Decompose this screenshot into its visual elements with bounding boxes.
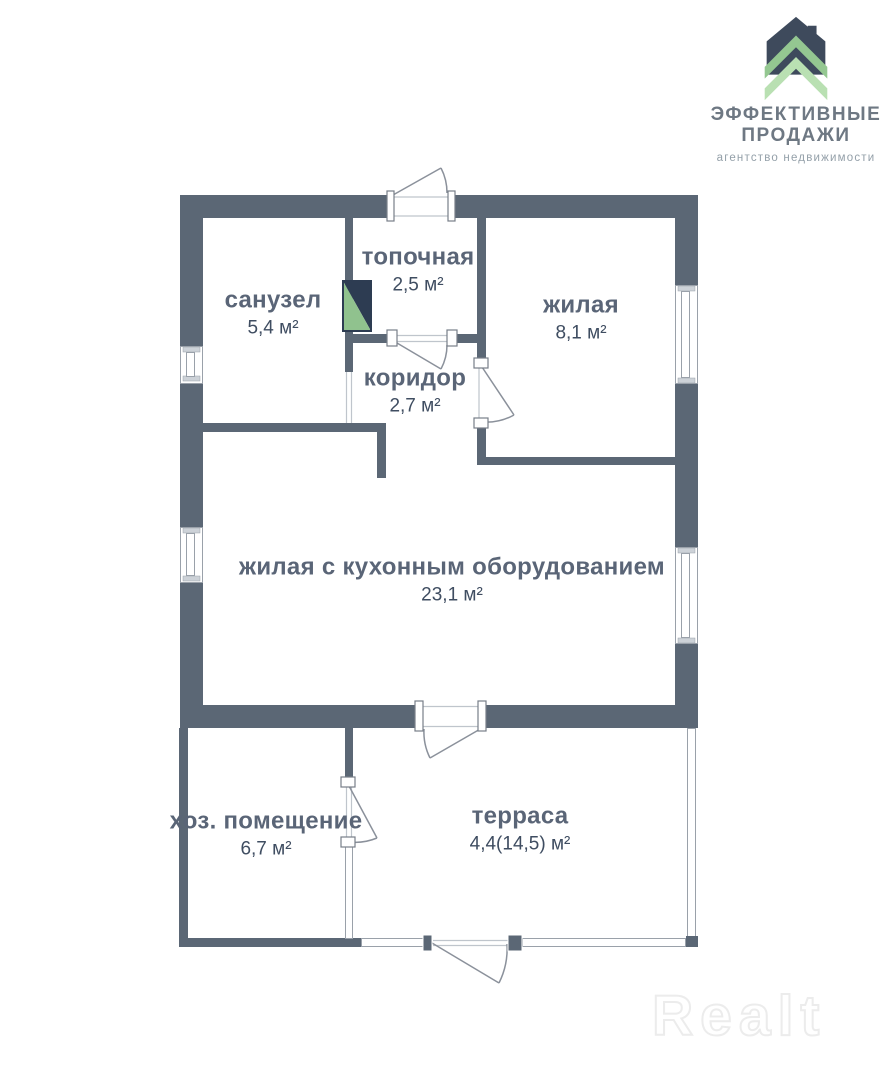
- post-entrance-left: [387, 191, 394, 221]
- wall-terrace-right: [688, 729, 696, 938]
- room-area: 23,1 м²: [421, 584, 483, 606]
- room-area: 8,1 м²: [555, 322, 607, 344]
- wall-terrace-bottom-left: [362, 939, 424, 947]
- wall-terrace-bottom-right: [523, 939, 686, 947]
- room-area: 5,4 м²: [247, 317, 299, 339]
- frame-sanuzel-opening: [347, 372, 352, 423]
- wall-sanuzel-bottom: [203, 423, 385, 432]
- post-entrance-right: [448, 191, 455, 221]
- room-name: жилая: [543, 291, 619, 319]
- door-main-to-terrace: [424, 728, 482, 758]
- room-area: 6,7 м²: [240, 838, 292, 860]
- room-label-zhilaya: [543, 292, 619, 345]
- room-label-main: [239, 554, 665, 607]
- room-name: терраса: [471, 802, 569, 830]
- post-exit-right: [508, 935, 522, 951]
- room-area: 4,4(14,5) м²: [469, 833, 571, 855]
- wall-sanuzel-right: [345, 343, 353, 372]
- post-zhilaya-bottom: [474, 418, 488, 428]
- post-terrace-right: [478, 701, 486, 731]
- wall-stub: [377, 423, 386, 478]
- terrace-corner-post: [686, 936, 698, 947]
- wall-topochnaya-bottom-left: [345, 334, 388, 343]
- post-topochnaya-left: [387, 330, 397, 346]
- agency-subtitle: агентство недвижимости: [716, 152, 876, 164]
- agency-title-line2: ПРОДАЖИ: [741, 125, 851, 146]
- post-zhilaya-top: [474, 358, 488, 368]
- frame-entrance: [394, 197, 448, 216]
- door-entrance: [393, 168, 447, 195]
- room-area: 2,5 м²: [392, 274, 444, 296]
- frame-topochnaya-door: [397, 336, 447, 342]
- post-khoz-top: [341, 777, 355, 787]
- wall-left: [180, 218, 203, 728]
- wall-zhilaya-left-upper: [477, 218, 486, 358]
- wall-annex-bottom: [179, 938, 361, 947]
- wall-bottom-left: [180, 705, 416, 728]
- room-label-koridor: [364, 365, 466, 418]
- wall-bottom-right: [486, 705, 698, 728]
- post-topochnaya-right: [447, 330, 457, 346]
- frame-terrace-exit: [433, 941, 508, 946]
- post-terrace-left: [415, 701, 423, 731]
- window-right-main: [676, 548, 698, 644]
- room-name: санузел: [224, 286, 322, 314]
- window-left-main: [181, 528, 203, 583]
- window-left-sanuzel: [181, 347, 203, 384]
- room-name: топочная: [361, 243, 475, 271]
- wall-top-left: [180, 195, 387, 218]
- door-zhilaya: [482, 367, 514, 422]
- wall-top-right: [455, 195, 698, 218]
- realt-watermark: Realt: [652, 984, 827, 1048]
- frame-terrace-door: [423, 707, 478, 727]
- agency-title-line1: ЭФФЕКТИВНЫЕ: [710, 104, 882, 125]
- door-terrace-exit: [432, 943, 507, 983]
- room-name: хоз. помещение: [169, 807, 363, 835]
- room-name: жилая с кухонным оборудованием: [239, 553, 665, 581]
- window-right-zhilaya: [676, 286, 698, 384]
- room-label-khoz: [170, 808, 363, 861]
- wall-annex-right-upper: [345, 728, 353, 778]
- room-label-topochnaya: [362, 244, 475, 297]
- room-area: 2,7 м²: [389, 395, 441, 417]
- room-label-terrasa: [470, 803, 571, 856]
- post-exit-left: [423, 935, 432, 951]
- room-name: коридор: [363, 364, 467, 392]
- room-label-sanuzel: [225, 287, 322, 340]
- wall-zhilaya-bottom: [477, 457, 675, 465]
